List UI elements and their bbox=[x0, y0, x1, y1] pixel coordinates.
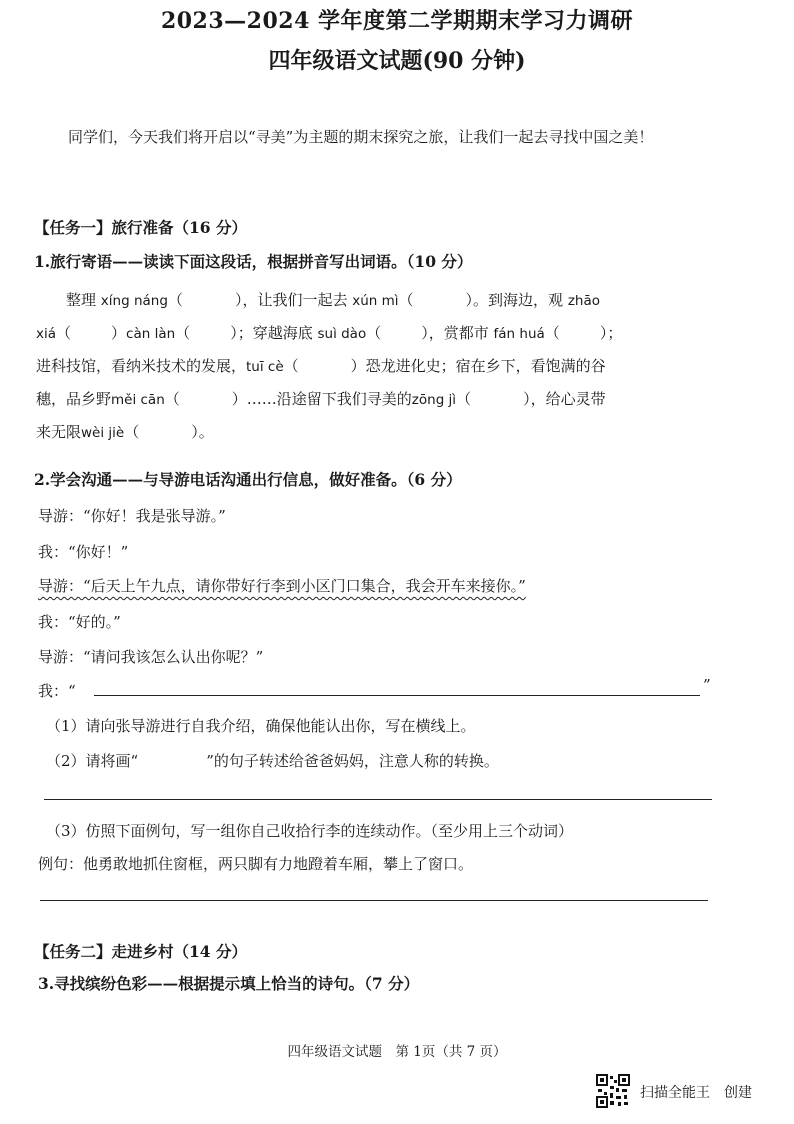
pinyin: měi cān bbox=[111, 392, 165, 408]
task1-heading: 【任务一】旅行准备（16 分） bbox=[34, 218, 247, 237]
pinyin: zhāo bbox=[567, 293, 601, 309]
answer-suffix: ” bbox=[703, 676, 711, 694]
passage-line-5: 来无限wèi jiè（ ）。 bbox=[36, 423, 214, 441]
dialog-line: 导游：“你好！我是张导游。” bbox=[38, 507, 226, 525]
wavy-underline-sample bbox=[138, 752, 206, 770]
pinyin: wèi jiè bbox=[81, 425, 125, 441]
exam-subtitle: 四年级语文试题(90 分钟) bbox=[268, 48, 526, 74]
passage-line-2: xiá（ ）càn làn（ ）；穿越海底 suì dào（ ），赏都市 fán huá（ ）； bbox=[36, 324, 623, 342]
pinyin: xiá bbox=[36, 326, 57, 342]
scanner-watermark: 扫描全能王 创建 bbox=[640, 1085, 752, 1101]
intro-paragraph: 同学们，今天我们将开启以“寻美”为主题的期末探究之旅，让我们一起去寻找中国之美！ bbox=[68, 128, 654, 146]
answer-line[interactable] bbox=[94, 695, 700, 696]
example-sentence: 例句：他勇敢地抓住窗框，两只脚有力地蹬着车厢，攀上了窗口。 bbox=[38, 855, 474, 873]
pinyin: xún mì bbox=[352, 293, 399, 309]
dialog-line: 我：“好的。” bbox=[38, 613, 121, 631]
pinyin: tuī cè bbox=[246, 359, 284, 375]
pinyin: xíng náng bbox=[100, 293, 168, 309]
sub-question-1: （1）请向张导游进行自我介绍，确保他能认出你，写在横线上。 bbox=[46, 717, 476, 735]
pinyin: suì dào bbox=[317, 326, 367, 342]
answer-prefix: 我：“ bbox=[38, 682, 76, 700]
sub-question-2: （2）请将画“ ”的句子转述给爸爸妈妈，注意人称的转换。 bbox=[46, 752, 499, 770]
passage-line-1: 整理 xíng náng（ ），让我们一起去 xún mì（ ）。到海边，观 zhāo bbox=[66, 291, 601, 309]
passage-line-4: 穗，品乡野měi cān（ ）……沿途留下我们寻美的zōng jì（ ），给心灵带 bbox=[36, 390, 606, 408]
question-3-title: 3.寻找缤纷色彩——根据提示填上恰当的诗句。（7 分） bbox=[38, 974, 420, 993]
question-1-passage bbox=[36, 284, 748, 449]
answer-line[interactable] bbox=[44, 799, 712, 800]
dialog-line: 我：“你好！” bbox=[38, 543, 129, 561]
pinyin: fán huá bbox=[493, 326, 545, 342]
qr-code-icon bbox=[596, 1074, 630, 1108]
task2-heading: 【任务二】走进乡村（14 分） bbox=[34, 942, 247, 961]
dialog-line: 导游：“请问我该怎么认出你呢？” bbox=[38, 648, 264, 666]
question-1-title: 1.旅行寄语——读读下面这段话，根据拼音写出词语。（10 分） bbox=[34, 252, 473, 271]
dialog-line-underlined: 导游：“后天上午九点，请你带好行李到小区门口集合，我会开车来接你。” bbox=[38, 577, 526, 595]
answer-line[interactable] bbox=[40, 900, 708, 901]
pinyin: càn làn bbox=[126, 326, 176, 342]
page-footer: 四年级语文试题 第 1页（共 7 页） bbox=[287, 1044, 507, 1060]
passage-line-3: 进科技馆，看纳米技术的发展，tuī cè（ ）恐龙进化史；宿在乡下，看饱满的谷 bbox=[36, 357, 606, 375]
sub-question-3: （3）仿照下面例句，写一组你自己收拾行李的连续动作。（至少用上三个动词） bbox=[46, 822, 574, 840]
pinyin: zōng jì bbox=[411, 392, 457, 408]
question-2-title: 2.学会沟通——与导游电话沟通出行信息，做好准备。（6 分） bbox=[34, 470, 462, 489]
exam-title: 2023—2024 学年度第二学期期末学习力调研 bbox=[160, 8, 634, 34]
